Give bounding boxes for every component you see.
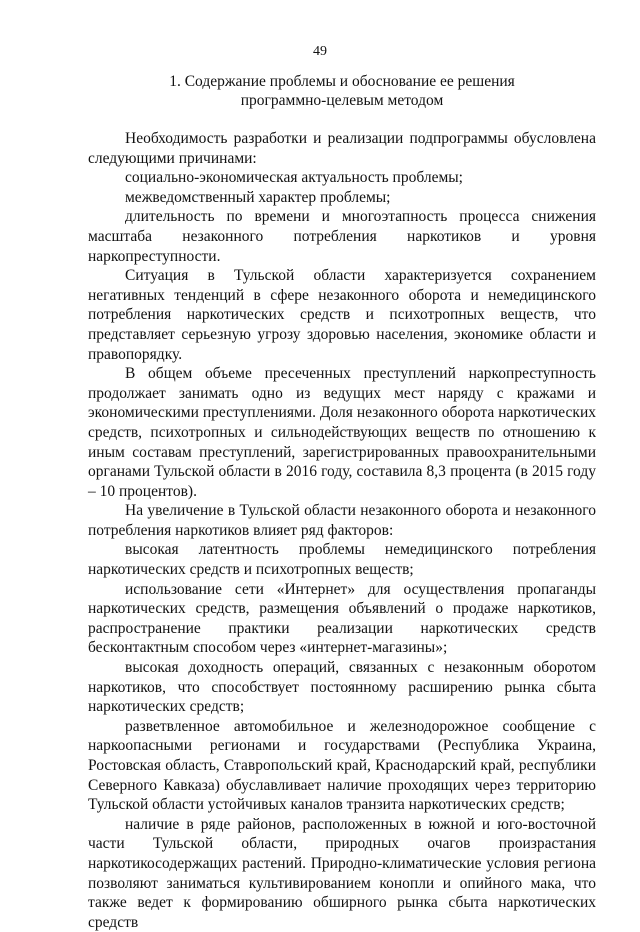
- paragraph-situation: Ситуация в Тульской области характеризуется сохранением негативных тенденций в сфере незаконного оборота и немедицинского потребления наркотических средств и психотропных веществ, что представляет серьезную угрозу здоровью населения, экономике области и правопорядку.: [88, 267, 596, 363]
- paragraph-reason-duration: длительность по времени и многоэтапность процесса снижения масштаба незаконного потребления наркотиков и уровня наркопреступности.: [88, 208, 596, 265]
- body-text: [88, 129, 596, 932]
- paragraph-factor-natural-sources: наличие в ряде районов, расположенных в южной и юго-восточной части Тульской области, природных очагов произрастания наркотикосодержащих растений. Природно-климатические условия региона позволяют заниматься культивированием конопли и опийного мака, что также ведет к формированию обширного рынка сбыта наркотических средств: [88, 815, 596, 931]
- paragraph-factor-profitability: высокая доходность операций, связанных с незаконным оборотом наркотиков, что способствует постоянному расширению рынка сбыта наркотических средств;: [88, 659, 596, 716]
- paragraph-necessity: Необходимость разработки и реализации подпрограммы обусловлена следующими причинами:: [88, 130, 596, 167]
- paragraph-reason-socioeconomic: социально-экономическая актуальность проблемы;: [125, 169, 463, 187]
- section-heading-line-2: программно-целевым методом: [240, 92, 444, 109]
- paragraph-crime-share: В общем объеме пресеченных преступлений наркопреступность продолжает занимать одно из ведущих мест наряду с кражами и экономическими преступлениями. Доля незаконного оборота наркотических средств, психотропных и сильнодействующих веществ по отношению к иным составам преступлений, зарегистрированных правоохранительными органами Тульской области в 2016 году, составила 8,3 процента (в 2015 году – 10 процентов).: [88, 365, 596, 500]
- paragraph-reason-interagency: межведомственный характер проблемы;: [125, 188, 391, 206]
- paragraph-factors-intro: На увеличение в Тульской области незаконного оборота и незаконного потребления наркотиков влияет ряд факторов:: [88, 502, 596, 539]
- page-number: 49: [313, 44, 327, 59]
- section-heading-line-1: 1. Содержание проблемы и обоснование ее решения: [169, 73, 515, 90]
- section-heading: [88, 72, 596, 110]
- paragraph-factor-transport: разветвленное автомобильное и железнодорожное сообщение с наркоопасными регионами и государствами (Республика Украина, Ростовская область, Ставропольский край, Краснодарский край, республики Северного Кавказа) обуславливает наличие проходящих через территорию Тульской области устойчивых каналов транзита наркотических средств;: [88, 717, 596, 814]
- paragraph-factor-latency: высокая латентность проблемы немедицинского потребления наркотических средств и психотропных веществ;: [88, 541, 596, 579]
- paragraph-factor-internet: использование сети «Интернет» для осуществления пропаганды наркотических средств, размещения объявлений о продаже наркотиков, распространение практики реализации наркотических средств бесконтактным способом через «интернет-магазины»;: [88, 580, 596, 657]
